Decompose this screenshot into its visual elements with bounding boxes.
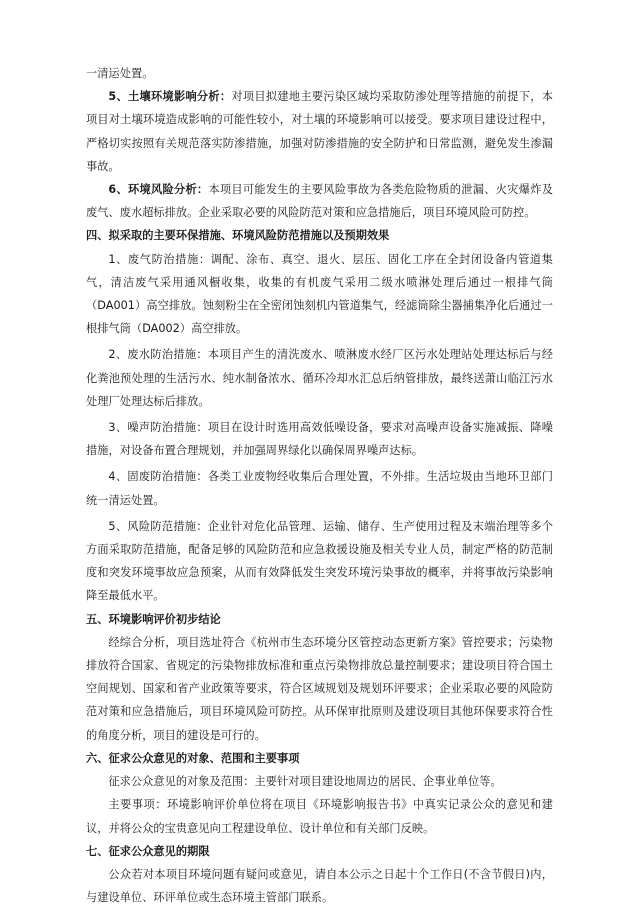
measure-risk-prevention: 5、风险防范措施：企业针对危化品管理、运输、储存、生产使用过程及末端治理等多个方面采取防范措施，配备足够的风险防范和应急救援设施及相关专业人员，制定严格的防范制度和突发环境事故应急预案，从而有效降低发生突发环境污染事故的概率，并将事故污染影响降至最低水平。 [86,519,553,603]
section-heading-conclusion: 五、环境影响评价初步结论 [86,612,221,626]
section-heading-measures: 四、拟采取的主要环保措施、环境风险防范措施以及预期效果 [86,229,390,243]
paragraph-environmental-risk [86,178,553,224]
environmental-risk-title: 6、环境风险分析： [108,183,209,197]
conclusion-paragraph: 经综合分析，项目选址符合《杭州市生态环境分区管控动态更新方案》管控要求；污染物排放符合国家、省规定的污染物排放标准和重点污染物排放总量控制要求；建设项目符合国土空间规划、国家和省产业政策等要求，符合区域规划及规划环评要求；企业采取必要的风险防范对策和应急措施后，项目环境风险可防控。从环保审批原则及建设项目其他环保要求符合性的角度分析，项目的建设是可行的。 [86,635,553,742]
public-opinion-scope: 征求公众意见的对象及范围：主要针对项目建设地周边的居民、企事业单位等。 [108,775,502,789]
section-heading-public-opinion: 六、征求公众意见的对象、范围和主要事项 [86,751,300,765]
paragraph-soil-impact [86,85,553,178]
soil-impact-body: 对项目拟建地主要污染区域均采取防渗处理等措施的前提下，本项目对土壤环境造成影响的可能性较小，对土壤的环境影响可以接受。要求项目建设过程中，严格切实按照有关规范落实防渗措施，加强对防渗措施的安全防护和日常监测，避免发生渗漏事故。 [86,90,553,173]
measure-exhaust-gas: 1、废气防治措施：调配、涂布、真空、退火、层压、固化工序在全封闭设备内管道集气，清洁废气采用通风橱收集，收集的有机废气采用二级水喷淋处理后通过一根排气筒（DA001）高空排放。蚀刻粉尘在全密闭蚀刻机内管道集气，经滤筒除尘器捕集净化后通过一根排气筒（DA002）高空排放。 [86,252,553,336]
section-heading-period: 七、征求公众意见的期限 [86,844,210,858]
measure-wastewater: 2、废水防治措施：本项目产生的清洗废水、喷淋废水经厂区污水处理站处理达标后与经化粪池预处理的生活污水、纯水制备浓水、循环冷却水汇总后纳管排放，最终送萧山临江污水处理厂处理达标后排放。 [86,348,553,408]
paragraph-continuation: 一清运处置。 [86,67,154,80]
measure-solid-waste: 4、固废防治措施：各类工业废物经收集后合理处置，不外排。生活垃圾由当地环卫部门统一清运处置。 [86,470,553,507]
soil-impact-title: 5、土壤环境影响分析： [108,90,232,104]
public-opinion-matters: 主要事项：环境影响评价单位将在项目《环境影响报告书》中真实记录公众的意见和建议，并将公众的宝贵意见向工程建设单位、设计单位和有关部门反映。 [86,798,553,835]
measure-noise: 3、噪声防治措施：项目在设计时选用高效低噪设备，要求对高噪声设备实施减振、降噪措施，对设备布置合理规划，并加强周界绿化以确保周界噪声达标。 [86,421,553,458]
period-paragraph: 公众若对本项目环境问题有疑问或意见，请自本公示之日起十个工作日(不含节假日)内，与建设单位、环评单位或生态环境主管部门联系。 [86,867,553,905]
environmental-risk-body: 本项目可能发生的主要风险事故为各类危险物质的泄漏、火灾爆炸及废气、废水超标排放。企业采取必要的风险防范对策和应急措施后，项目环境风险可防控。 [86,183,553,220]
